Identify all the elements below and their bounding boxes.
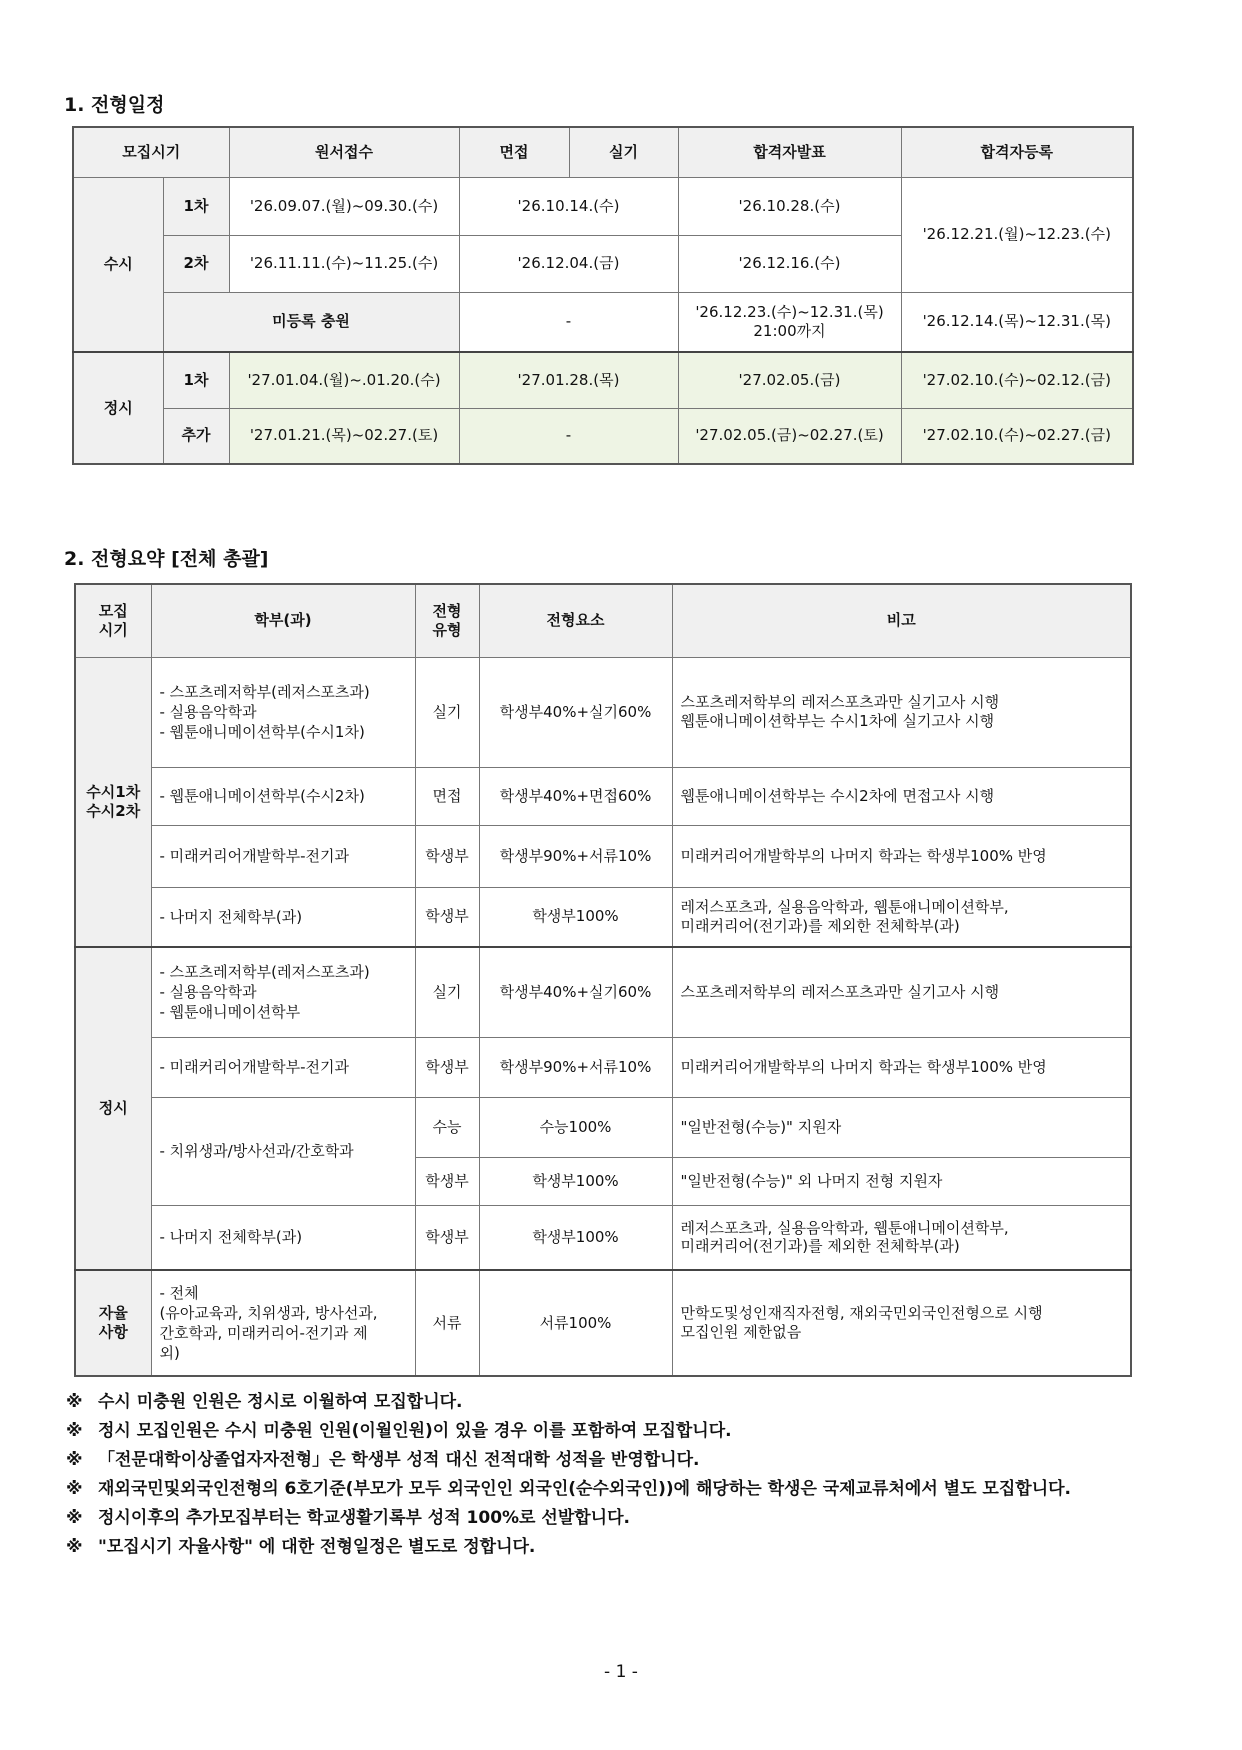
header-type-line: 유형 — [432, 620, 462, 639]
note-line: 미래커리어(전기과)를 제외한 전체학부(과) — [680, 916, 960, 935]
note-line: 미래커리어개발학부의 나머지 학과는 학생부100% 반영 — [680, 846, 1047, 865]
reference-mark-icon: ※ — [66, 1537, 83, 1557]
self-label — [75, 1270, 151, 1376]
dept-item: (유아교육과, 치위생과, 방사선과, — [159, 1303, 378, 1322]
jeongsi-label: 정시 — [75, 947, 151, 1270]
header-period: 모집시기 — [73, 127, 229, 177]
footnote — [66, 1446, 1176, 1475]
dept-cell — [151, 1097, 415, 1205]
note-cell — [672, 947, 1131, 1037]
footnote — [66, 1417, 1176, 1446]
table-row — [73, 177, 1133, 235]
self-line: 사항 — [98, 1323, 128, 1341]
element-cell: 서류100% — [479, 1270, 672, 1376]
header-dept: 학부(과) — [151, 584, 415, 657]
announce-date: '27.02.05.(금) — [678, 352, 901, 408]
reference-mark-icon: ※ — [66, 1392, 83, 1412]
jeongsi-label: 정시 — [73, 352, 163, 464]
type-cell: 실기 — [415, 657, 479, 767]
dept-item: - 나머지 전체학부(과) — [159, 907, 303, 926]
footnote-text: 재외국민및외국인전형의 6호기준(부모가 모두 외국인인 외국인(순수외국인))에 해당하는 학생은 국제교류처에서 별도 모집합니다. — [98, 1479, 1071, 1499]
type-cell: 면접 — [415, 767, 479, 825]
dept-item: - 실용음악학과 — [159, 983, 257, 1002]
page-number: - 1 - — [604, 1662, 638, 1682]
header-type — [415, 584, 479, 657]
dept-cell — [151, 887, 415, 947]
header-note: 비고 — [672, 584, 1131, 657]
dept-item: - 치위생과/방사선과/간호학과 — [159, 1141, 354, 1160]
footnote — [66, 1533, 1176, 1562]
round-label: 2차 — [163, 235, 229, 292]
type-cell: 학생부 — [415, 1205, 479, 1270]
dept-item: - 웹툰애니메이션학부(수시2차) — [159, 786, 365, 805]
element-cell: 학생부40%+실기60% — [479, 947, 672, 1037]
register-date: '27.02.10.(수)~02.27.(금) — [901, 408, 1133, 464]
element-cell: 학생부100% — [479, 1157, 672, 1205]
dept-cell — [151, 825, 415, 887]
table-row — [75, 1037, 1131, 1097]
element-cell: 학생부40%+실기60% — [479, 657, 672, 767]
header-element: 전형요소 — [479, 584, 672, 657]
footnote-text: 정시 모집인원은 수시 미충원 인원(이월인원)이 있을 경우 이를 포함하여 모집합니다. — [98, 1421, 732, 1441]
dept-cell — [151, 767, 415, 825]
header-type-line: 전형 — [432, 602, 462, 620]
note-cell — [672, 1157, 1131, 1205]
note-cell — [672, 1037, 1131, 1097]
schedule-table — [72, 126, 1134, 465]
round-label: 1차 — [163, 177, 229, 235]
note-line: 스포츠레저학부의 레저스포츠과만 실기고사 시행 — [680, 982, 1000, 1001]
announce-line: '26.12.23.(수)~12.31.(목) — [695, 303, 884, 321]
announce-date: '26.12.16.(수) — [678, 235, 901, 292]
type-cell: 학생부 — [415, 887, 479, 947]
exam-date: - — [459, 408, 678, 464]
register-date: '26.12.21.(월)~12.23.(수) — [901, 177, 1133, 292]
round-label: 1차 — [163, 352, 229, 408]
summary-header-row — [75, 584, 1131, 657]
table-row — [75, 1205, 1131, 1270]
schedule-header-row — [73, 127, 1133, 177]
apply-date: '26.09.07.(월)~09.30.(수) — [229, 177, 459, 235]
summary-table — [74, 583, 1132, 1377]
table-row — [75, 767, 1131, 825]
apply-date: '26.11.11.(수)~11.25.(수) — [229, 235, 459, 292]
note-line: "일반전형(수능)" 외 나머지 전형 지원자 — [680, 1171, 943, 1190]
element-cell: 학생부100% — [479, 1205, 672, 1270]
dept-item: - 나머지 전체학부(과) — [159, 1228, 303, 1247]
note-line: "일반전형(수능)" 지원자 — [680, 1117, 842, 1136]
exam-date: '26.12.04.(금) — [459, 235, 678, 292]
announce-line: 21:00까지 — [753, 321, 826, 340]
note-cell — [672, 1205, 1131, 1270]
footnote-text: 정시이후의 추가모집부터는 학교생활기록부 성적 100%로 선발합니다. — [98, 1508, 630, 1528]
note-cell — [672, 1097, 1131, 1157]
susi-line: 수시1차 — [86, 783, 141, 801]
note-line: 스포츠레저학부의 레저스포츠과만 실기고사 시행 — [680, 693, 1000, 712]
footnote — [66, 1475, 1176, 1504]
footnote-text: "모집시기 자율사항" 에 대한 전형일정은 별도로 정합니다. — [98, 1537, 536, 1557]
dept-item: - 미래커리어개발학부-전기과 — [159, 1057, 349, 1076]
reference-mark-icon: ※ — [66, 1479, 83, 1499]
susi-label — [75, 657, 151, 947]
element-cell: 학생부90%+서류10% — [479, 825, 672, 887]
footnote — [66, 1504, 1176, 1533]
header-period — [75, 584, 151, 657]
note-line: 웹툰애니메이션학부는 수시2차에 면접고사 시행 — [680, 786, 995, 805]
register-date: '26.12.14.(목)~12.31.(목) — [901, 292, 1133, 352]
table-row — [73, 352, 1133, 408]
dept-item: 외) — [159, 1344, 180, 1363]
header-period-line: 모집 — [98, 602, 128, 620]
type-cell: 학생부 — [415, 825, 479, 887]
announce-date: '27.02.05.(금)~02.27.(토) — [678, 408, 901, 464]
dept-item: - 웹툰애니메이션학부 — [159, 1003, 301, 1022]
type-cell: 학생부 — [415, 1037, 479, 1097]
note-cell — [672, 1270, 1131, 1376]
note-line: 레저스포츠과, 실용음악학과, 웹툰애니메이션학부, — [680, 1218, 1009, 1237]
header-practical: 실기 — [569, 127, 678, 177]
round-label: 추가 — [163, 408, 229, 464]
dept-item: - 스포츠레저학부(레저스포츠과) — [159, 962, 370, 981]
note-line: 레저스포츠과, 실용음악학과, 웹툰애니메이션학부, — [680, 898, 1009, 916]
type-cell: 실기 — [415, 947, 479, 1037]
table-row — [73, 408, 1133, 464]
header-interview: 면접 — [459, 127, 569, 177]
element-cell: 수능100% — [479, 1097, 672, 1157]
reference-mark-icon: ※ — [66, 1450, 83, 1470]
reference-mark-icon: ※ — [66, 1421, 83, 1441]
note-cell — [672, 887, 1131, 947]
note-line: 미래커리어개발학부의 나머지 학과는 학생부100% 반영 — [680, 1057, 1047, 1076]
unregistered-label: 미등록 충원 — [163, 292, 459, 352]
type-cell: 수능 — [415, 1097, 479, 1157]
susi-line: 수시2차 — [86, 801, 141, 820]
dept-cell — [151, 657, 415, 767]
header-period-line: 시기 — [98, 620, 128, 639]
dept-item: - 웹툰애니메이션학부(수시1차) — [159, 723, 365, 742]
note-line: 모집인원 제한없음 — [680, 1323, 802, 1341]
announce-date — [678, 292, 901, 352]
note-cell — [672, 657, 1131, 767]
note-line: 미래커리어(전기과)를 제외한 전체학부(과) — [680, 1237, 960, 1256]
exam-date: - — [459, 292, 678, 352]
dept-cell — [151, 1205, 415, 1270]
note-cell — [672, 825, 1131, 887]
apply-date: '27.01.21.(목)~02.27.(토) — [229, 408, 459, 464]
footnotes — [66, 1388, 1176, 1562]
dept-item: 간호학과, 미래커리어-전기과 제 — [159, 1324, 368, 1342]
dept-cell — [151, 947, 415, 1037]
reference-mark-icon: ※ — [66, 1508, 83, 1528]
dept-cell — [151, 1037, 415, 1097]
table-row — [75, 887, 1131, 947]
note-cell — [672, 767, 1131, 825]
header-apply: 원서접수 — [229, 127, 459, 177]
type-cell: 서류 — [415, 1270, 479, 1376]
table-row — [75, 947, 1131, 1037]
header-register: 합격자등록 — [901, 127, 1133, 177]
exam-date: '26.10.14.(수) — [459, 177, 678, 235]
exam-date: '27.01.28.(목) — [459, 352, 678, 408]
element-cell: 학생부100% — [479, 887, 672, 947]
table-row — [75, 657, 1131, 767]
note-line: 만학도및성인재직자전형, 재외국민외국인전형으로 시행 — [680, 1304, 1043, 1323]
type-cell: 학생부 — [415, 1157, 479, 1205]
element-cell: 학생부40%+면접60% — [479, 767, 672, 825]
note-line: 웹툰애니메이션학부는 수시1차에 실기고사 시행 — [680, 712, 995, 730]
section2-title: 2. 전형요약 [전체 총괄] — [64, 548, 269, 570]
table-row — [75, 1270, 1131, 1376]
self-line: 자율 — [98, 1304, 128, 1323]
header-announce: 합격자발표 — [678, 127, 901, 177]
element-cell: 학생부90%+서류10% — [479, 1037, 672, 1097]
dept-item: - 실용음악학과 — [159, 702, 257, 721]
register-date: '27.02.10.(수)~02.12.(금) — [901, 352, 1133, 408]
footnote-text: 「전문대학이상졸업자자전형」은 학생부 성적 대신 전적대학 성적을 반영합니다. — [98, 1450, 700, 1470]
dept-item: - 스포츠레저학부(레저스포츠과) — [159, 682, 370, 701]
dept-cell — [151, 1270, 415, 1376]
table-row — [75, 1097, 1131, 1157]
dept-item: - 전체 — [159, 1283, 199, 1302]
footnote — [66, 1388, 1176, 1417]
announce-date: '26.10.28.(수) — [678, 177, 901, 235]
dept-item: - 미래커리어개발학부-전기과 — [159, 846, 349, 865]
apply-date: '27.01.04.(월)~.01.20.(수) — [229, 352, 459, 408]
footnote-text: 수시 미충원 인원은 정시로 이월하여 모집합니다. — [98, 1392, 463, 1412]
table-row — [73, 292, 1133, 352]
table-row — [75, 825, 1131, 887]
section1-title: 1. 전형일정 — [64, 94, 165, 116]
susi-label: 수시 — [73, 177, 163, 352]
